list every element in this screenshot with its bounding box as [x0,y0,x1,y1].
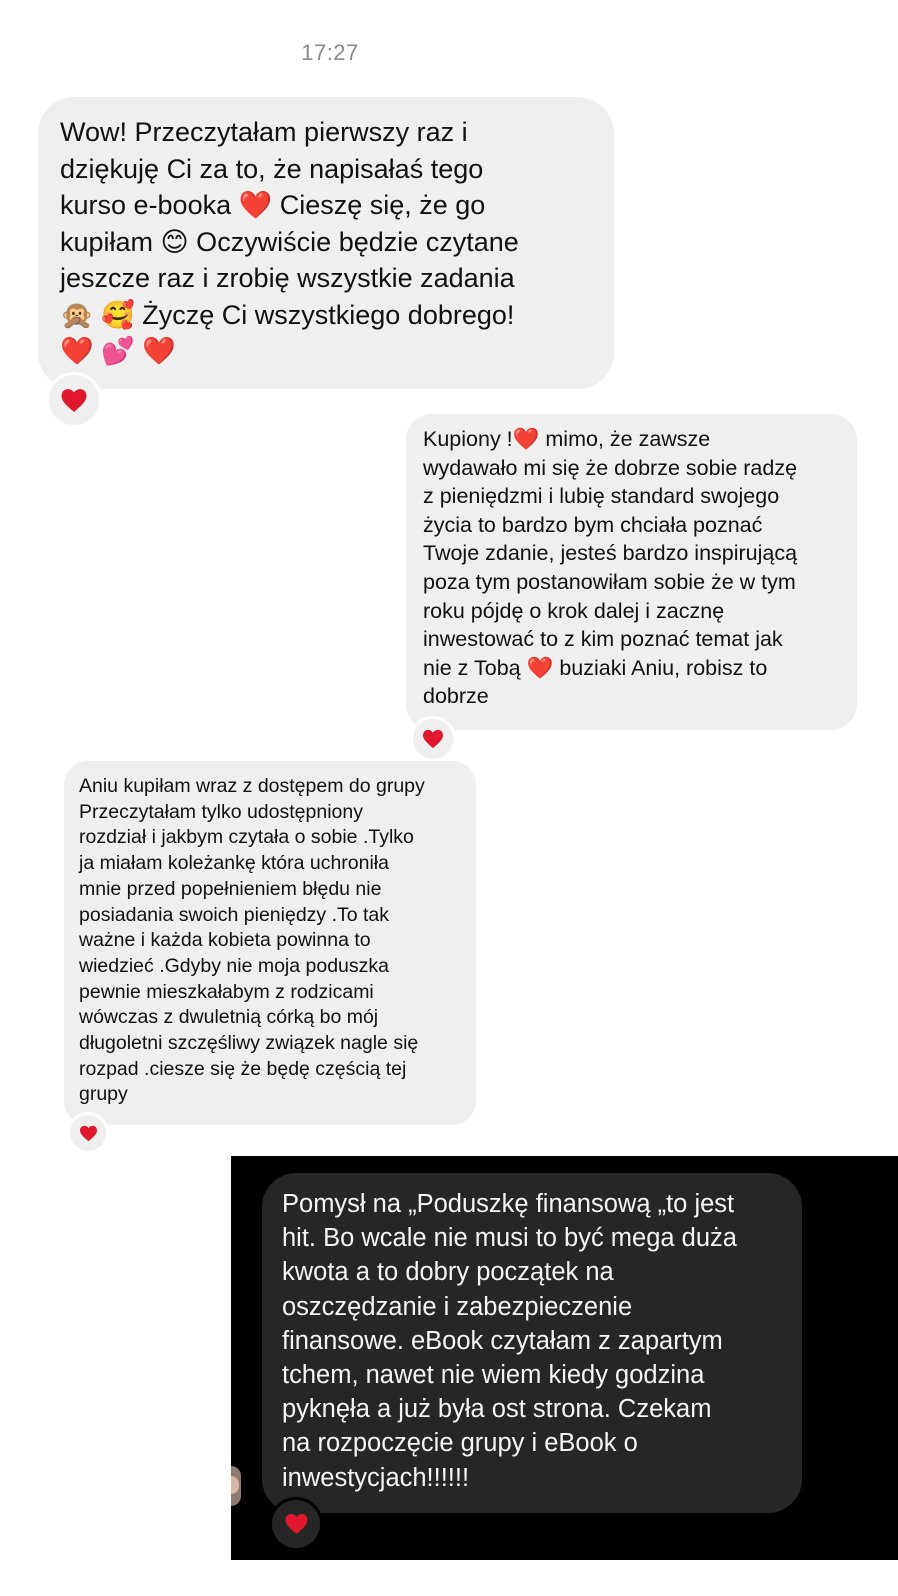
message-bubble-4[interactable]: Pomysł na „Poduszkę finansową „to jest hit. Bo wcale nie musi to być mega duża kwota a to dobry początek na oszczędzanie i zabezpieczenie finansowe. eBook czytałam z zapartym tchem, nawet nie wiem kiedy godzina pyknęła a już była ost strona. Czekam na rozpoczęcie grupy i eBook o inwestycjach!!!!!! [262,1173,802,1513]
heart-reaction-icon[interactable] [67,1112,109,1154]
message-bubble-2[interactable]: Kupiony !❤️ mimo, że zawsze wydawało mi się że dobrze sobie radzę z pieniędzmi i lubię standard swojego życia to bardzo bym chciała poznać Twoje zdanie, jesteś bardzo inspirującą poza tym postanowiłam sobie że w tym roku pójdę o krok dalej i zacznę inwestować to z kim poznać temat jak nie z Tobą ❤️ buziaki Aniu, robisz to dobrze [406,414,857,730]
heart-reaction-icon[interactable] [46,372,102,428]
message-bubble-3[interactable]: Aniu kupiłam wraz z dostępem do grupy Przeczytałam tylko udostępniony rozdział i jakbym czytała o sobie .Tylko ja miałam koleżankę która uchroniła mnie przed popełnieniem błędu nie posiadania swoich pieniędzy .To tak ważne i każda kobieta powinna to wiedzieć .Gdyby nie moja poduszka pewnie mieszkałabym z rodzicami wówczas z dwuletnią córką bo mój długoletni szczęśliwy związek nagle się rozpad .ciesze się że będę częścią tej grupy [64,761,476,1125]
message-timestamp: 17:27 [301,40,359,65]
heart-reaction-icon[interactable] [269,1497,323,1551]
message-bubble-1[interactable]: Wow! Przeczytałam pierwszy raz i dziękuję Ci za to, że napisałaś tego kurso e-booka ❤️ Cieszę się, że go kupiłam 😊 Oczywiście będzie czytane jeszcze raz i zrobię wszystkie zadania 🙊 🥰 Życzę Ci wszystkiego dobrego! ❤️ 💕 ❤️ [38,97,614,389]
sender-avatar[interactable] [231,1466,241,1506]
heart-reaction-icon[interactable] [410,716,456,762]
